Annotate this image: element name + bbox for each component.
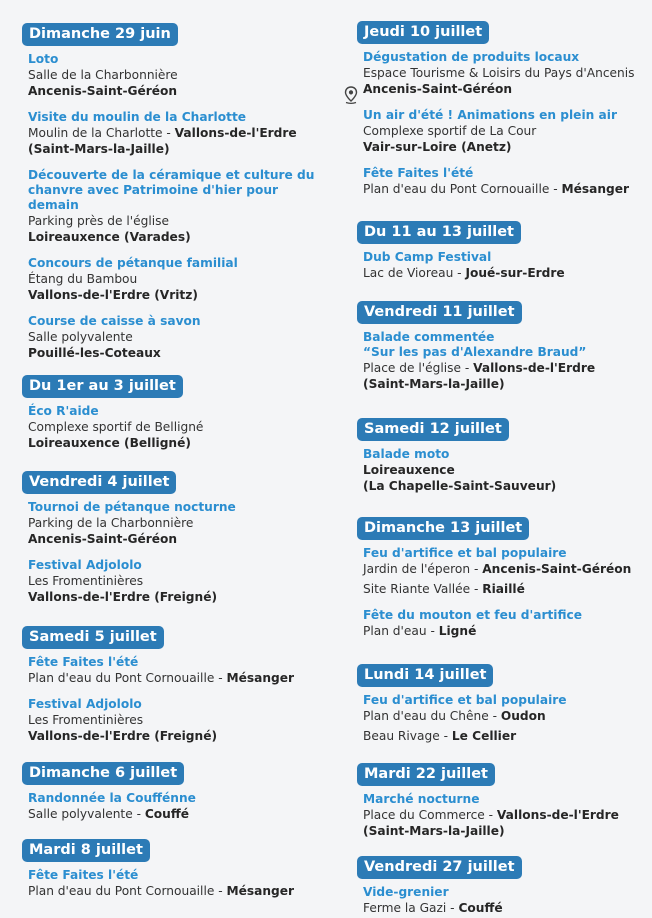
date-section-mardi-8-juillet bbox=[22, 839, 294, 899]
event-vide-grenier bbox=[363, 885, 522, 916]
event-location bbox=[28, 229, 322, 245]
event-title: Concours de pétanque familial bbox=[28, 256, 238, 270]
event-location bbox=[28, 287, 322, 303]
date-header: Du 11 au 13 juillet bbox=[357, 221, 521, 244]
event-degustation-de-produits-locaux bbox=[363, 50, 634, 97]
date-header: Mardi 8 juillet bbox=[22, 839, 150, 862]
location-place: Place de l'église - bbox=[363, 361, 474, 375]
date-section-du-1er-au-3-juillet bbox=[22, 375, 203, 451]
location-place: Plan d'eau du Chêne - bbox=[363, 709, 501, 723]
event-course-de-caisse-a-savon bbox=[28, 314, 322, 361]
event-title: Fête Faites l'été bbox=[28, 868, 139, 882]
date-section-samedi-12-juillet bbox=[357, 418, 556, 494]
event-title: Loto bbox=[28, 52, 59, 66]
event-festival-adjololo bbox=[28, 558, 236, 605]
date-header: Dimanche 6 juillet bbox=[22, 762, 184, 785]
date-section-mardi-22-juillet bbox=[357, 763, 619, 839]
event-location bbox=[28, 515, 236, 531]
event-title: Découverte de la céramique et culture du chanvre avec Patrimoine d'hier pour demain bbox=[28, 168, 315, 212]
location-place: Complexe sportif de La Cour bbox=[363, 124, 537, 138]
event-location bbox=[28, 806, 196, 822]
event-title: Fête Faites l'été bbox=[28, 655, 139, 669]
location-town: Mésanger bbox=[226, 884, 295, 898]
event-title: Festival Adjololo bbox=[28, 697, 142, 711]
date-section-vendredi-11-juillet bbox=[357, 301, 595, 392]
event-location bbox=[363, 462, 556, 478]
date-header: Lundi 14 juillet bbox=[357, 664, 493, 687]
location-place: Site Riante Vallée - bbox=[363, 582, 483, 596]
event-location bbox=[363, 623, 631, 639]
event-location bbox=[28, 883, 294, 899]
event-location bbox=[363, 581, 631, 597]
location-place: Moulin de la Charlotte - bbox=[28, 126, 175, 140]
event-location bbox=[28, 712, 294, 728]
date-header: Vendredi 4 juillet bbox=[22, 471, 176, 494]
location-place: Étang du Bambou bbox=[28, 272, 138, 286]
event-location bbox=[363, 65, 634, 81]
location-place: Salle de la Charbonnière bbox=[28, 68, 178, 82]
location-town: Vallons-de-l'Erdre (Freigné) bbox=[28, 590, 218, 604]
location-town: Ancenis-Saint-Géréon bbox=[28, 84, 178, 98]
event-title: Course de caisse à savon bbox=[28, 314, 201, 328]
event-location bbox=[28, 141, 322, 157]
location-town: Couffé bbox=[458, 901, 503, 915]
location-place: Plan d'eau du Pont Cornouaille - bbox=[363, 182, 562, 196]
date-section-du-11-au-13-juillet bbox=[357, 221, 565, 281]
event-location bbox=[28, 83, 322, 99]
location-town: (Saint-Mars-la-Jaille) bbox=[363, 824, 505, 838]
location-town: Vair-sur-Loire (Anetz) bbox=[363, 140, 512, 154]
event-location bbox=[28, 435, 203, 451]
location-town: (Saint-Mars-la-Jaille) bbox=[363, 377, 505, 391]
location-place: Beau Rivage - bbox=[363, 729, 452, 743]
date-section-lundi-14-juillet bbox=[357, 664, 567, 744]
event-location bbox=[28, 67, 322, 83]
date-section-vendredi-27-juillet bbox=[357, 856, 522, 916]
event-fete-faites-l-ete bbox=[28, 868, 294, 899]
event-location bbox=[28, 728, 294, 744]
event-location bbox=[363, 81, 634, 97]
location-pin-icon bbox=[344, 86, 358, 104]
location-place: Les Fromentinières bbox=[28, 713, 144, 727]
event-location bbox=[363, 123, 634, 139]
event-title: Festival Adjololo bbox=[28, 558, 142, 572]
event-location bbox=[28, 670, 294, 686]
event-title: Tournoi de pétanque nocturne bbox=[28, 500, 236, 514]
event-balade-moto bbox=[363, 447, 556, 494]
event-title: Vide-grenier bbox=[363, 885, 449, 899]
event-location bbox=[28, 329, 322, 345]
event-dub-camp-festival bbox=[363, 250, 565, 281]
event-location bbox=[363, 561, 631, 577]
event-location bbox=[363, 265, 565, 281]
event-fete-du-mouton-et-feu-d-artifice bbox=[363, 608, 631, 639]
event-title: Randonnée la Couffénne bbox=[28, 791, 196, 805]
location-town: Vallons-de-l'Erdre bbox=[473, 361, 596, 375]
event-subtitle: “Sur les pas d'Alexandre Braud” bbox=[363, 345, 587, 359]
event-location bbox=[28, 573, 236, 589]
date-header: Samedi 12 juillet bbox=[357, 418, 509, 441]
event-location bbox=[363, 478, 556, 494]
event-title: Visite du moulin de la Charlotte bbox=[28, 110, 247, 124]
event-decouverte-de-la-ceramique-et-culture-du-chanvre-avec-patrimoine-d-hier-pour-demain bbox=[28, 168, 322, 245]
event-location bbox=[363, 181, 634, 197]
location-town: Mésanger bbox=[561, 182, 630, 196]
event-balade-commentee bbox=[363, 330, 595, 392]
location-town: Mésanger bbox=[226, 671, 295, 685]
date-section-dimanche-13-juillet bbox=[357, 517, 631, 639]
event-un-air-d-ete-animations-en-plein-air bbox=[363, 108, 634, 155]
event-title: Feu d'artifice et bal populaire bbox=[363, 693, 567, 707]
location-town: Vallons-de-l'Erdre (Freigné) bbox=[28, 729, 218, 743]
location-town: Vallons-de-l'Erdre (Vritz) bbox=[28, 288, 198, 302]
location-place: Parking de la Charbonnière bbox=[28, 516, 194, 530]
event-location bbox=[363, 360, 595, 376]
event-feu-d-artifice-et-bal-populaire bbox=[363, 693, 567, 744]
event-location bbox=[363, 900, 522, 916]
date-header: Du 1er au 3 juillet bbox=[22, 375, 183, 398]
event-title: Fête Faites l'été bbox=[363, 166, 474, 180]
event-location bbox=[28, 125, 322, 141]
location-place: Plan d'eau du Pont Cornouaille - bbox=[28, 884, 227, 898]
date-header: Dimanche 29 juin bbox=[22, 23, 178, 46]
location-place: Ferme la Gazi - bbox=[363, 901, 459, 915]
location-town: Pouillé-les-Coteaux bbox=[28, 346, 161, 360]
event-randonnee-la-couffenne bbox=[28, 791, 196, 822]
date-header: Mardi 22 juillet bbox=[357, 763, 495, 786]
location-town: Joué-sur-Erdre bbox=[465, 266, 565, 280]
event-festival-adjololo bbox=[28, 697, 294, 744]
location-town: Ancenis-Saint-Géréon bbox=[28, 532, 178, 546]
date-header: Jeudi 10 juillet bbox=[357, 21, 489, 44]
event-location bbox=[28, 419, 203, 435]
date-header: Vendredi 11 juillet bbox=[357, 301, 522, 324]
location-place: Salle polyvalente bbox=[28, 330, 133, 344]
event-loto bbox=[28, 52, 322, 99]
event-tournoi-de-petanque-nocturne bbox=[28, 500, 236, 547]
event-location bbox=[363, 376, 595, 392]
date-section-jeudi-10-juillet bbox=[357, 21, 634, 197]
location-place: Jardin de l'éperon - bbox=[363, 562, 483, 576]
location-town: Loireauxence (Belligné) bbox=[28, 436, 191, 450]
location-town: Couffé bbox=[144, 807, 189, 821]
date-section-dimanche-6-juillet bbox=[22, 762, 196, 822]
event-title: Feu d'artifice et bal populaire bbox=[363, 546, 567, 560]
location-place: Espace Tourisme & Loisirs du Pays d'Ancenis bbox=[363, 66, 635, 80]
date-header: Dimanche 13 juillet bbox=[357, 517, 529, 540]
date-section-samedi-5-juillet bbox=[22, 626, 294, 744]
event-eco-r-aide bbox=[28, 404, 203, 451]
event-title: Marché nocturne bbox=[363, 792, 480, 806]
location-town: Ancenis-Saint-Géréon bbox=[363, 82, 513, 96]
date-header: Samedi 5 juillet bbox=[22, 626, 164, 649]
location-place: Salle polyvalente - bbox=[28, 807, 145, 821]
event-location bbox=[28, 589, 236, 605]
location-place: Complexe sportif de Belligné bbox=[28, 420, 204, 434]
event-concours-de-petanque-familial bbox=[28, 256, 322, 303]
location-town: Vallons-de-l'Erdre bbox=[496, 808, 619, 822]
event-location bbox=[28, 345, 322, 361]
event-location bbox=[28, 213, 322, 229]
event-fete-faites-l-ete bbox=[28, 655, 294, 686]
event-location bbox=[363, 807, 619, 823]
date-section-vendredi-4-juillet bbox=[22, 471, 236, 605]
event-location bbox=[363, 728, 567, 744]
location-town: Loireauxence bbox=[363, 463, 455, 477]
event-title: Balade moto bbox=[363, 447, 450, 461]
event-location bbox=[28, 271, 322, 287]
location-town: Riaillé bbox=[482, 582, 525, 596]
event-title: Fête du mouton et feu d'artifice bbox=[363, 608, 582, 622]
location-town: Ligné bbox=[438, 624, 477, 638]
location-town: Ancenis-Saint-Géréon bbox=[482, 562, 632, 576]
location-place: Parking près de l'église bbox=[28, 214, 169, 228]
location-place: Place du Commerce - bbox=[363, 808, 497, 822]
event-location bbox=[363, 139, 634, 155]
location-town: (Saint-Mars-la-Jaille) bbox=[28, 142, 170, 156]
event-location bbox=[363, 823, 619, 839]
date-section-dimanche-29-juin bbox=[22, 23, 322, 361]
location-town: Loireauxence (Varades) bbox=[28, 230, 191, 244]
location-town: Vallons-de-l'Erdre bbox=[174, 126, 297, 140]
event-feu-d-artifice-et-bal-populaire bbox=[363, 546, 631, 597]
event-title: Dégustation de produits locaux bbox=[363, 50, 580, 64]
event-title: Un air d'été ! Animations en plein air bbox=[363, 108, 617, 122]
event-location bbox=[28, 531, 236, 547]
event-fete-faites-l-ete bbox=[363, 166, 634, 197]
event-title: Balade commentée bbox=[363, 330, 495, 344]
event-visite-du-moulin-de-la-charlotte bbox=[28, 110, 322, 157]
event-location bbox=[363, 708, 567, 724]
date-header: Vendredi 27 juillet bbox=[357, 856, 522, 879]
event-title: Dub Camp Festival bbox=[363, 250, 492, 264]
event-marche-nocturne bbox=[363, 792, 619, 839]
location-place: Plan d'eau - bbox=[363, 624, 439, 638]
location-town: Le Cellier bbox=[451, 729, 517, 743]
location-place: Lac de Vioreau - bbox=[363, 266, 466, 280]
location-town: (La Chapelle-Saint-Sauveur) bbox=[363, 479, 557, 493]
event-title: Éco R'aide bbox=[28, 404, 99, 418]
location-town: Oudon bbox=[500, 709, 546, 723]
location-place: Les Fromentinières bbox=[28, 574, 144, 588]
location-place: Plan d'eau du Pont Cornouaille - bbox=[28, 671, 227, 685]
